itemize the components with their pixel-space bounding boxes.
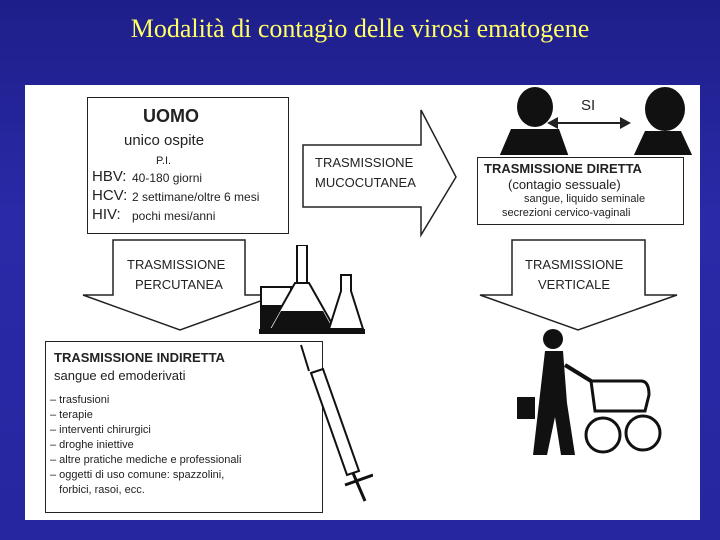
diagram-panel — [25, 85, 700, 520]
uomo-pi-label: P.I. — [156, 155, 172, 167]
indiretta-sub: sangue ed emoderivati — [54, 368, 186, 383]
arrow-verticale-label: TRASMISSIONE — [525, 257, 624, 272]
arrow-verticale-label: VERTICALE — [538, 277, 611, 292]
arrow-mucocutanea-label: TRASMISSIONE — [315, 155, 414, 170]
si-label: SI — [581, 97, 596, 114]
diretta-box — [477, 157, 684, 225]
uomo-row-period: pochi mesi/anni — [132, 209, 216, 223]
diretta-line: sangue, liquido seminale — [524, 193, 646, 205]
uomo-row-virus: HIV: — [92, 206, 121, 223]
indiretta-item: – altre pratiche mediche e professionali — [50, 454, 242, 466]
uomo-subtitle: unico ospite — [124, 132, 205, 149]
diretta-sub: (contagio sessuale) — [508, 177, 621, 192]
couple-icon — [477, 85, 697, 155]
arrow-mucocutanea-shape — [303, 110, 456, 235]
uomo-box — [87, 97, 289, 234]
uomo-row-period: 2 settimane/oltre 6 mesi — [132, 190, 260, 204]
indiretta-item: – trasfusioni — [50, 394, 110, 406]
indiretta-item: – interventi chirurgici — [50, 424, 151, 436]
arrow-mucocutanea-label: MUCOCUTANEA — [315, 175, 416, 190]
lab-flasks-icon — [257, 245, 367, 335]
uomo-row-virus: HBV: — [92, 168, 127, 185]
diretta-line: secrezioni cervico-vaginali — [502, 207, 631, 219]
diretta-heading: TRASMISSIONE DIRETTA — [484, 161, 642, 176]
slide-title: Modalità di contagio delle virosi ematogene — [130, 14, 590, 43]
uomo-row-virus: HCV: — [92, 187, 128, 204]
indiretta-item: – terapie — [50, 409, 93, 421]
mother-with-pram-icon — [515, 325, 665, 460]
arrow-percutanea-label: PERCUTANEA — [135, 277, 223, 292]
indiretta-item: forbici, rasoi, ecc. — [50, 484, 145, 496]
indiretta-box — [45, 341, 323, 513]
syringe-icon — [293, 343, 373, 503]
arrow-percutanea-label: TRASMISSIONE — [127, 257, 226, 272]
indiretta-item: – droghe iniettive — [50, 439, 134, 451]
indiretta-heading: TRASMISSIONE INDIRETTA — [54, 350, 225, 365]
indiretta-item: – oggetti di uso comune: spazzolini, — [50, 469, 225, 481]
uomo-heading: UOMO — [143, 106, 199, 126]
uomo-row-period: 40-180 giorni — [132, 171, 203, 185]
